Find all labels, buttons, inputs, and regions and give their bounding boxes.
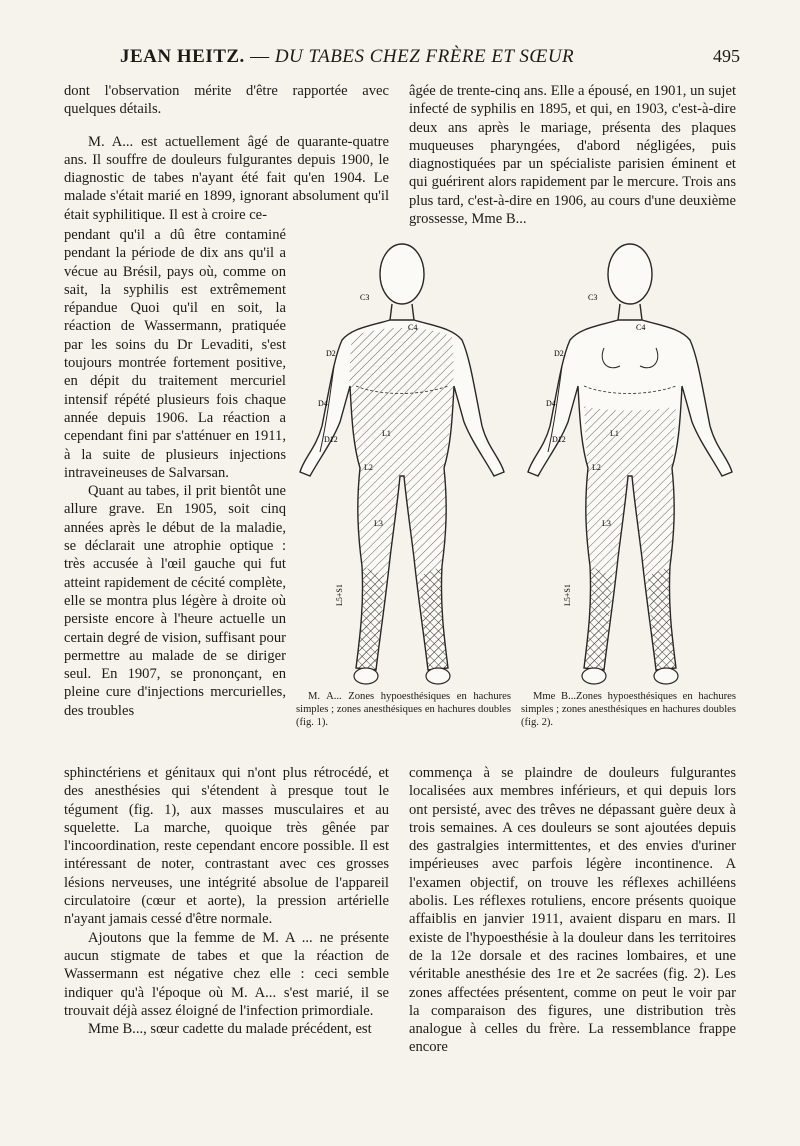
label-l2: L2: [592, 463, 601, 472]
page-number: 495: [713, 46, 740, 66]
label-d12: D12: [552, 435, 566, 444]
paragraph: M. A... est actuellement âgé de quarante-quatre ans. Il souffre de douleurs fulgurantes depuis 1900, le diagnostic de tabes n'ayant été fait qu'en 1904. Le malade s'était marié en 1899, ignorant absolument qu'il était syphilitique. Il est à croire ce-: [64, 133, 389, 223]
label-l5s1: L5+S1: [335, 584, 344, 606]
label-l1: L1: [610, 429, 619, 438]
left-column-bottom: [64, 764, 389, 1038]
figure-1-drawing: [290, 236, 514, 686]
label-l2: L2: [364, 463, 373, 472]
paragraph: pendant qu'il a dû être contaminé pendant la période de dix ans qu'il a vécue au Brésil, pays où, comme on sait, la syphilis est extrêmement répandue Quoi qu'il en soit, la réaction de Wassermann, pratiquée par les soins du Dr Levaditi, s'est toujours montrée fortement positive, en dépit du traitement mercuriel intensif répété plusieurs fois chaque année depuis 1906. La réaction a cependant fini par s'atténuer en 1911, à la suite de plusieurs injections intraveineuses de Salvarsan.: [64, 227, 286, 481]
right-column-top: [409, 82, 736, 228]
figure-2-caption: [521, 690, 736, 729]
author-name: JEAN HEITZ.: [120, 46, 245, 67]
figures-block: [290, 236, 742, 696]
paragraph: Mme B..., sœur cadette du malade précédent, est: [88, 1021, 372, 1038]
label-l5s1: L5+S1: [563, 584, 572, 606]
right-column-bottom: [409, 764, 736, 1057]
running-header: [60, 42, 740, 72]
label-d12: D12: [324, 435, 338, 444]
left-column-top: [64, 82, 389, 224]
label-c4: C4: [636, 323, 646, 332]
label-c3: C3: [588, 293, 598, 302]
figure-1-caption: [296, 690, 511, 729]
label-d2: D2: [326, 349, 336, 358]
paragraph: Quant au tabes, il prit bientôt une allure grave. En 1905, soit cinq années après le début de la maladie, se déclarait une atrophie optique : très accusée à l'œil gauche qui fut atteint rapidement de cécité complète, elle se montra plus légère à droite où persiste encore à l'heure actuelle un certain degré de vision, suffisant pour permettre au malade de se diriger seul. En 1907, se prononçant, en pleine cure d'injections mercurielles, des troubles: [64, 483, 286, 719]
label-l3: L3: [602, 519, 611, 528]
caption-text: Mme B...Zones hypoesthésiques en hachures simples ; zones anesthésiques en hachures doubles (fig. 2).: [521, 691, 736, 728]
figure-2-drawing: [518, 236, 742, 686]
label-l3: L3: [374, 519, 383, 528]
figure-2-female-body: [518, 236, 742, 686]
label-d2: D2: [554, 349, 564, 358]
label-c3: C3: [360, 293, 370, 302]
title-dash: —: [244, 46, 275, 67]
label-l1: L1: [382, 429, 391, 438]
left-column-narrow: [64, 226, 286, 720]
paragraph: commença à se plaindre de douleurs fulgurantes localisées aux membres inférieurs, et qui depuis lors ont persisté, avec des trêves ne dépassant guère deux à trois semaines. A ces douleurs se sont ajoutées depuis des gastralgies intermittentes, et des envies d'uriner impérieuses avec parfois légère incontinence. A l'examen objectif, on trouve les réflexes achilléens abolis. Les réflexes rotuliens, encore présents quoique affaiblis en janvier 1911, avaient disparu en mars. Il existe de l'hypoesthésie à la douleur dans les territoires de la 12e dorsale et des racines lombaires, et une véritable anesthésie des 1re et 2e sacrées (fig. 2). Les zones affectées présentent, comme on peut le voir par la comparaison des figures, une distribution très analogue à celles du frère. La ressemblance frappe encore: [409, 765, 736, 1056]
label-c4: C4: [408, 323, 418, 332]
paragraph: âgée de trente-cinq ans. Elle a épousé, en 1901, un sujet infecté de syphilis en 1895, et qui, en 1903, c'est-à-dire deux ans après le mariage, présenta des plaques muqueuses pharyngées, d'abord négligées, puis diagnostiquées par un spécialiste parisien éminent et qui guérirent alors rapidement par le mercure. Trois ans plus tard, c'est-à-dire en 1906, au cours d'une deuxième grossesse, Mme B...: [409, 83, 736, 228]
article-title: DU TABES CHEZ FRÈRE ET SŒUR: [274, 46, 575, 67]
paragraph: sphinctériens et génitaux qui n'ont plus rétrocédé, et des anesthésies qui s'étendent à presque tout le tégument (fig. 1), aux masses musculaires et au squelette. La marche, quoique très gênée par l'incoordination, reste cependant encore possible. Il est intéressant de noter, contrastant avec ces grosses lésions nerveuses, une intégrité absolue de l'appareil circulatoire (cœur et aorte), la pression artérielle n'ayant jamais cessé d'être normale.: [64, 765, 389, 928]
figure-1-male-body: [290, 236, 514, 686]
label-d4: D4: [546, 399, 556, 408]
label-d4: D4: [318, 399, 328, 408]
paragraph: Ajoutons que la femme de M. A ... ne présente aucun stigmate de tabes et que la réaction de Wassermann est négative chez elle : ceci semble indiquer qu'à l'époque où M. A... s'est marié, il se trouvait déjà assez éloigné de l'infection primordiale.: [64, 929, 389, 1019]
paragraph: dont l'observation mérite d'être rapportée avec quelques détails.: [64, 83, 389, 118]
running-title: [120, 46, 574, 68]
caption-text: M. A... Zones hypoesthésiques en hachures simples ; zones anesthésiques en hachures doubles (fig. 1).: [296, 691, 511, 728]
